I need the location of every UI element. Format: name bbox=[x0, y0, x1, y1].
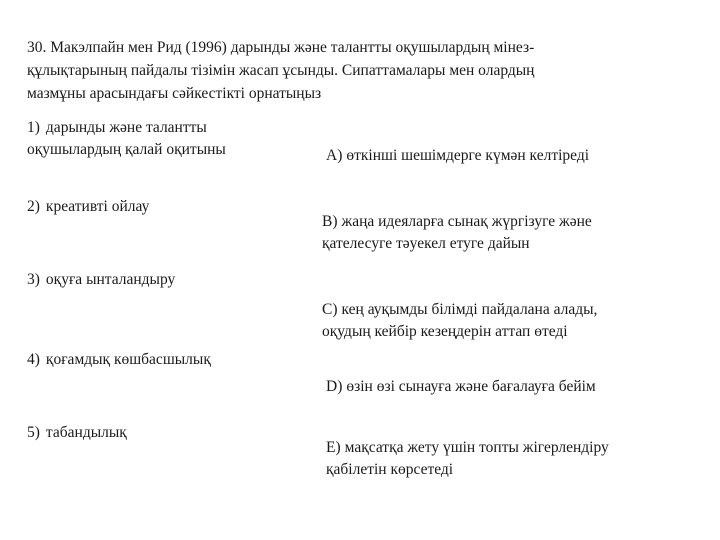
item-number: 4) bbox=[27, 351, 40, 368]
answer-text: мақсатқа жету үшін топты жігерлендіру bbox=[344, 439, 609, 456]
item-text: креативті ойлау bbox=[45, 198, 150, 215]
item-number: 2) bbox=[27, 198, 40, 215]
answer-text: өзін өзі сынауға және бағалауға бейім bbox=[346, 378, 596, 395]
answer-c bbox=[322, 299, 597, 343]
answer-e-line-2: қабілетін көрсетеді bbox=[326, 461, 454, 478]
answer-e-line-1 bbox=[326, 437, 609, 459]
item-text: табандылық bbox=[45, 424, 127, 441]
answer-text: өткінші шешімдерге күмән келтіреді bbox=[346, 147, 590, 164]
item-2 bbox=[27, 196, 149, 218]
item-number: 5) bbox=[27, 424, 40, 441]
item-4 bbox=[27, 349, 211, 371]
question-line: құлықтарының пайдалы тізімін жасап ұсынды. Сипаттамалары мен олардың bbox=[27, 62, 535, 79]
answer-c-line-2: оқудың кейбір кезеңдерін аттап өтеді bbox=[322, 323, 568, 340]
question-line: мазмұны арасындағы сәйкестікті орнатыңыз bbox=[27, 85, 322, 102]
answer-e bbox=[326, 437, 609, 481]
item-5 bbox=[27, 422, 127, 444]
answer-text: кең ауқымды білімді пайдалана алады, bbox=[341, 301, 598, 318]
answer-b-line-1 bbox=[322, 211, 592, 233]
answer-c-line-1 bbox=[322, 299, 597, 321]
item-1-line-1 bbox=[27, 117, 226, 139]
answer-letter: А) bbox=[326, 147, 343, 164]
answer-b-line-2: қателесуге тәуекел етуге дайын bbox=[322, 235, 530, 252]
question-line: 30. Макэлпайн мен Рид (1996) дарынды және талантты оқушылардың мінез- bbox=[27, 39, 535, 56]
item-3 bbox=[27, 269, 175, 291]
answer-b bbox=[322, 211, 592, 255]
answer-letter: В) bbox=[322, 213, 338, 230]
answer-letter: Е) bbox=[326, 439, 341, 456]
answer-letter: С) bbox=[322, 301, 338, 318]
item-1 bbox=[27, 117, 226, 161]
answer-a bbox=[326, 145, 589, 167]
answer-letter: D) bbox=[326, 378, 343, 395]
item-text: қоғамдық көшбасшылық bbox=[45, 351, 211, 368]
item-number: 1) bbox=[27, 119, 40, 136]
item-text: дарынды және талантты bbox=[45, 119, 207, 136]
item-1-line-2: оқушылардың қалай оқитыны bbox=[27, 141, 226, 158]
item-number: 3) bbox=[27, 271, 40, 288]
question-text bbox=[27, 36, 667, 105]
answer-text: жаңа идеяларға сынақ жүргізуге және bbox=[341, 213, 592, 230]
item-text: оқуға ынталандыру bbox=[45, 271, 176, 288]
answer-d bbox=[326, 376, 596, 398]
